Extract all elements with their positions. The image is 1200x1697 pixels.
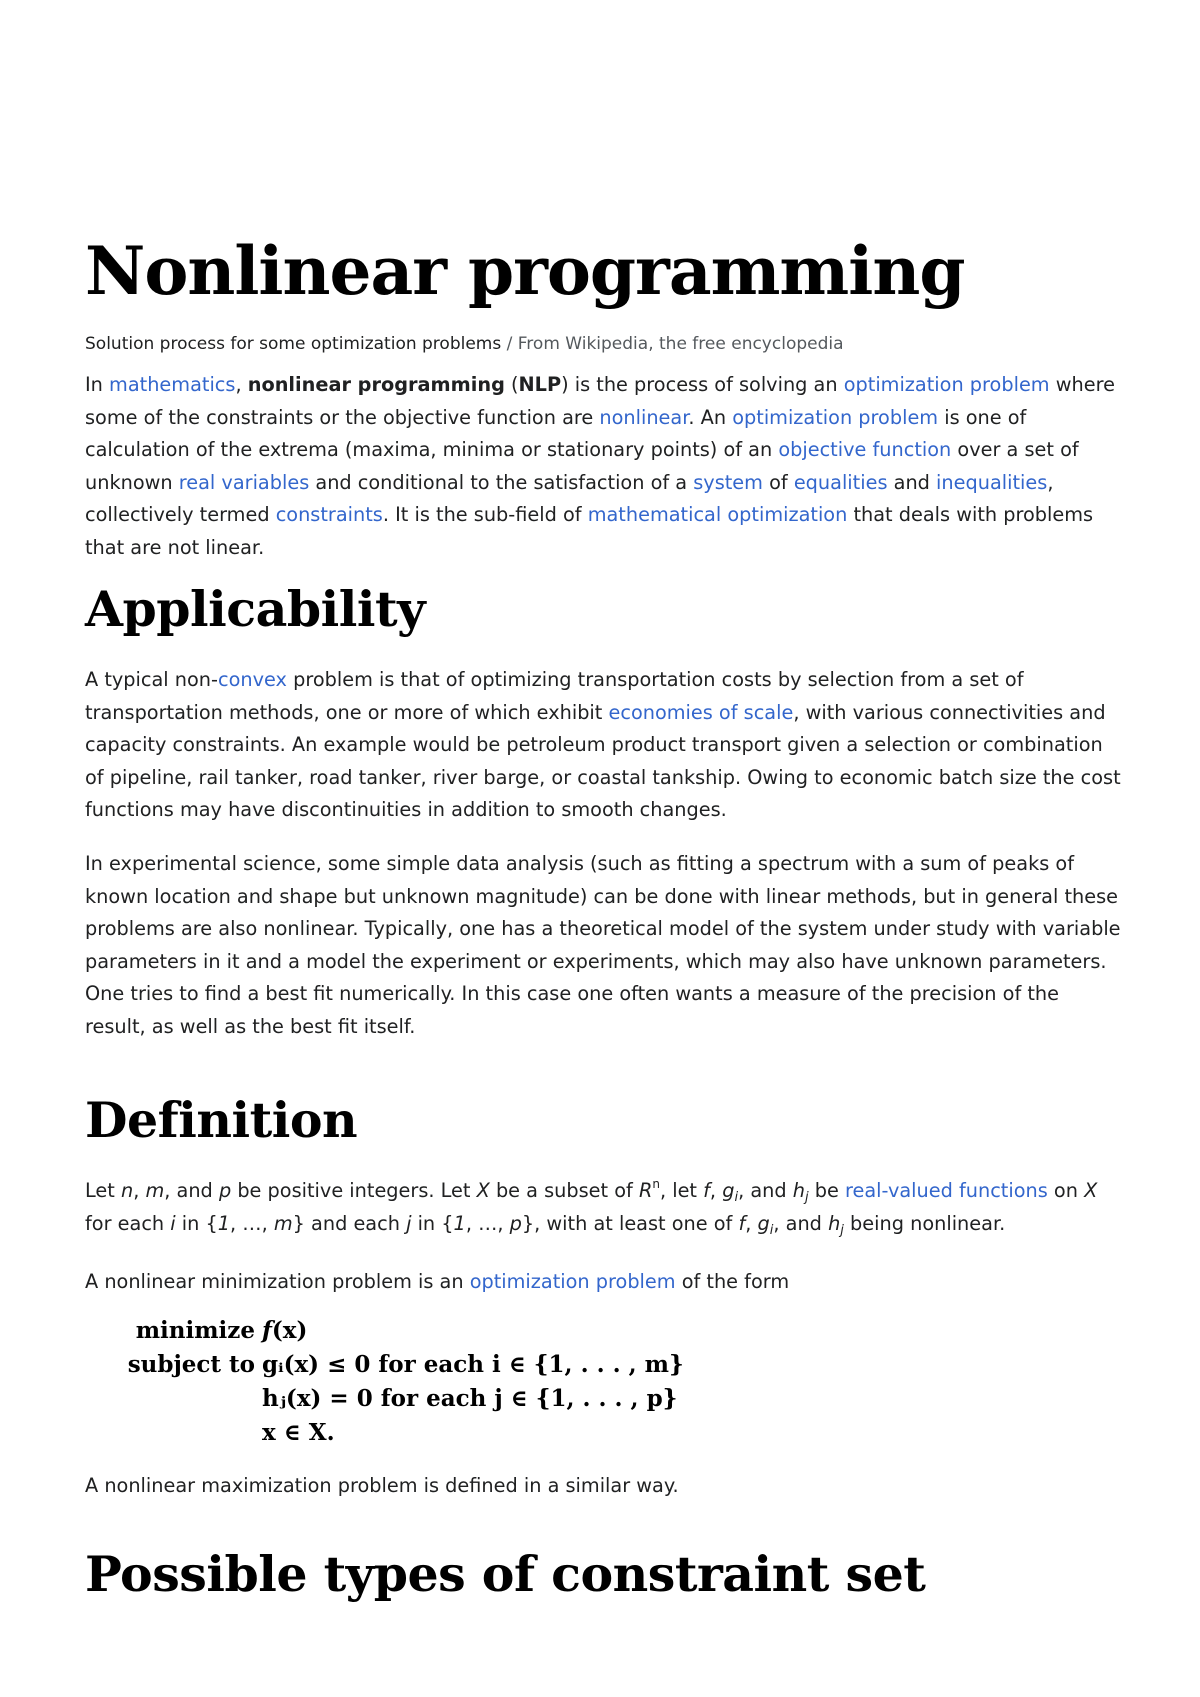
math-var: n (120, 1179, 134, 1202)
text: in { (411, 1211, 454, 1235)
math-var: R (638, 1179, 653, 1202)
math-var: h (828, 1211, 841, 1235)
math-sup: n (652, 1177, 660, 1191)
definition-paragraph-1 (85, 1175, 1125, 1240)
text: , (235, 373, 248, 396)
text: be (808, 1179, 845, 1202)
link-convex[interactable]: convex (217, 668, 287, 691)
text: where some of the constraints or the objective function are (85, 373, 1115, 429)
term-bold: nonlinear programming (247, 373, 505, 396)
math-var: h (792, 1179, 805, 1202)
math-var: m (145, 1179, 165, 1202)
math-var: 1 (217, 1211, 231, 1235)
text: , with various connectivities and capacity constraints. An example would be petroleum product transport given a selection or combination of pipeline, rail tanker, road tanker, river barge, or coastal tankship. Owing to economic batch size the cost functions may have discontinuities in addition to smooth changes. (85, 700, 1121, 822)
link-system[interactable]: system (693, 470, 763, 494)
math-var: p (509, 1211, 522, 1235)
math-var: f (703, 1179, 710, 1202)
link-optimization-problem-3[interactable]: optimization problem (469, 1270, 676, 1293)
text: ( (504, 373, 519, 396)
text: A nonlinear minimization problem is an (85, 1270, 470, 1293)
heading-definition: Definition (85, 1091, 358, 1149)
text: is one of calculation of the extrema (maxima, minima or stationary points) of an (85, 405, 1027, 462)
text: of (762, 470, 794, 494)
link-mathematics[interactable]: mathematics (109, 373, 236, 396)
definition-paragraph-3: A nonlinear maximization problem is defined in a similar way. (85, 1474, 679, 1497)
text: , and (738, 1179, 793, 1202)
link-optimization-problem[interactable]: optimization problem (843, 373, 1050, 396)
applicability-paragraph-2: In experimental science, some simple data analysis (such as fitting a spectrum with a sum of peaks of known location and shape but unknown magnitude) can be done with linear methods, but in general these problems are also nonlinear. Typically, one has a theoretical model of the system under study with variable parameters in it and a model the experiment or experiments, which may also have unknown parameters. One tries to find a best fit numerically. In this case one often wants a measure of the precision of the result, as well as the best fit itself. (85, 852, 1121, 1038)
text: }, with at least one of (521, 1211, 739, 1235)
formula-domain-constraint: x ∈ X. (262, 1419, 335, 1446)
text: A typical non- (85, 668, 218, 691)
text: that deals with problems that are not linear. (85, 503, 1094, 559)
text: over a set of unknown (85, 438, 1079, 494)
heading-constraint-set: Possible types of constraint set (85, 1545, 926, 1603)
formula-subject-to-label: subject to (127, 1351, 255, 1378)
link-optimization-problem-2[interactable]: optimization problem (732, 405, 939, 429)
math-var: j (406, 1211, 412, 1235)
math-var: X (1084, 1179, 1098, 1202)
math-var: 1 (453, 1211, 466, 1235)
applicability-paragraph-1 (85, 664, 1125, 827)
link-nonlinear[interactable]: nonlinear (599, 405, 689, 429)
formula-f: f (262, 1317, 272, 1344)
math-var: g (757, 1211, 770, 1235)
text: and (887, 470, 937, 494)
text: , and (773, 1211, 829, 1235)
formula-equality-constraint: hⱼ(x) = 0 for each j ∈ {1, . . . , p} (262, 1385, 678, 1412)
text: } and each (292, 1211, 407, 1235)
text: be positive integers. Let (231, 1179, 477, 1202)
math-var: p (218, 1179, 232, 1202)
link-mathematical-optimization[interactable]: mathematical optimization (587, 503, 848, 527)
math-sub: i (769, 1222, 774, 1238)
text: . It is the sub-field of (382, 503, 588, 527)
link-real-valued-functions[interactable]: real-valued functions (844, 1179, 1048, 1202)
formula-objective (262, 1316, 307, 1346)
link-objective-function[interactable]: objective function (778, 438, 952, 462)
math-var: m (273, 1211, 293, 1235)
heading-applicability: Applicability (85, 580, 426, 638)
term-abbr: NLP (518, 373, 562, 396)
formula-inequality-constraint: gᵢ(x) ≤ 0 for each i ∈ {1, . . . , m} (262, 1351, 684, 1378)
text: , (133, 1179, 146, 1202)
short-description: Solution process for some optimization problems (85, 334, 502, 354)
text: ) is the process of solving an (561, 373, 844, 396)
formula-minimize-label: minimize (135, 1317, 255, 1344)
link-equalities[interactable]: equalities (793, 470, 888, 494)
math-var: i (170, 1211, 176, 1235)
page-title: Nonlinear programming (85, 232, 965, 310)
text: problem is that of optimizing transportation costs by selection from a set of transportation methods, one or more of which exhibit (85, 668, 1024, 724)
text: of the form (675, 1270, 790, 1293)
text: and conditional to the satisfaction of a (309, 470, 694, 494)
text: on (1047, 1179, 1085, 1202)
text: , let (659, 1179, 704, 1202)
text: , …, (465, 1211, 510, 1235)
text: for each (85, 1211, 171, 1235)
source-note: From Wikipedia, the free encyclopedia (517, 334, 844, 354)
link-real-variables[interactable]: real variables (178, 470, 310, 494)
text: , …, (230, 1211, 274, 1235)
math-sub: i (734, 1190, 739, 1205)
subtitle-separator: / (501, 334, 518, 354)
link-inequalities[interactable]: inequalities (936, 470, 1048, 494)
text: , and (164, 1179, 219, 1202)
optimization-formula (127, 1316, 700, 1456)
link-economies-of-scale[interactable]: economies of scale (608, 700, 794, 724)
math-sub: j (804, 1190, 809, 1205)
page-subtitle (85, 334, 844, 354)
link-constraints[interactable]: constraints (275, 503, 383, 527)
text: In (85, 373, 110, 396)
math-var: f (738, 1211, 746, 1235)
text: , (745, 1211, 758, 1235)
formula-f-arg: (x) (271, 1317, 308, 1344)
definition-paragraph-2 (85, 1266, 1125, 1299)
intro-paragraph (85, 369, 1125, 565)
math-var: g (722, 1179, 735, 1202)
math-var: X (476, 1179, 490, 1202)
text: being nonlinear. (843, 1211, 1006, 1235)
text: , collectively termed (85, 470, 1054, 527)
text: Let (85, 1179, 121, 1202)
math-sub: j (840, 1222, 844, 1238)
text: . An (688, 405, 733, 429)
text: be a subset of (489, 1179, 639, 1202)
text: in { (175, 1211, 218, 1235)
text: , (709, 1179, 723, 1202)
